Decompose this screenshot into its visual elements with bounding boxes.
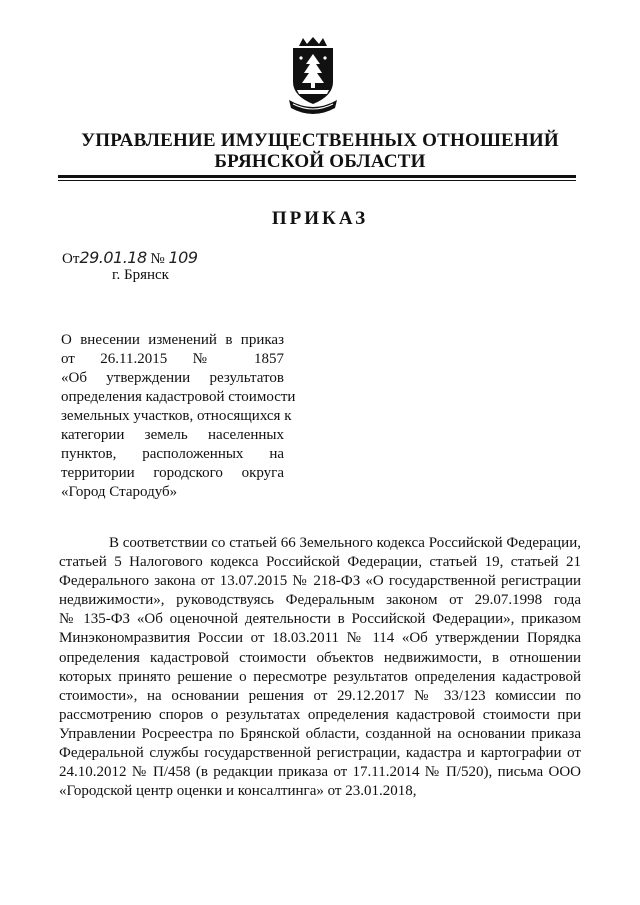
subject-line: О внесении изменений в приказ (61, 332, 284, 348)
subject-line: определения кадастровой стоимости (61, 389, 296, 405)
city-name: г. Брянск (112, 267, 169, 283)
body-line: 24.10.2012 № П/458 (в редакции приказа от 17.11.2014 № П/520), письма ООО (59, 764, 581, 781)
body-line: недвижимости», руководствуясь Федеральным законом от 29.07.1998 года (59, 592, 581, 609)
subject-line: категории земель населенных (61, 427, 284, 443)
date-prefix: От (62, 251, 80, 267)
order-body-paragraph (59, 534, 581, 801)
body-line: определения кадастровой стоимости объектов недвижимости, в отношении (59, 649, 581, 666)
coat-of-arms-icon (287, 36, 339, 118)
header-divider-thin (58, 180, 576, 181)
body-line: Минэкономразвития России от 18.03.2011 № 114 «Об утверждении Порядка (59, 630, 581, 647)
subject-line: территории городского округа (61, 465, 284, 481)
body-line: Федерального закона от 13.07.2015 № 218-ФЗ «О государственной регистрации (59, 573, 581, 590)
organization-name-line1: УПРАВЛЕНИЕ ИМУЩЕСТВЕННЫХ ОТНОШЕНИЙ (81, 130, 559, 151)
subject-line: «Город Стародуб» (61, 484, 178, 500)
document-type-title: ПРИКАЗ (271, 208, 369, 229)
order-date-number-line (62, 248, 198, 268)
number-sign: № (150, 251, 165, 267)
organization-name-line2: БРЯНСКОЙ ОБЛАСТИ (214, 151, 426, 172)
body-line: № 135-ФЗ «Об оценочной деятельности в Российской Федерации», приказом (59, 611, 581, 628)
body-line: «Городской центр оценки и консалтинга» от 23.01.2018, (59, 783, 417, 800)
header-divider-thick (58, 175, 576, 178)
handwritten-order-number: 109 (168, 248, 198, 267)
order-subject (61, 331, 296, 502)
body-line: статьей 5 Налогового кодекса Российской Федерации, статьей 19, статьей 21 (59, 554, 581, 571)
handwritten-date: 29.01.18 (79, 248, 147, 267)
body-line: которых принято решение о пересмотре результатов определения кадастровой (59, 668, 581, 685)
body-line: Федеральной службы государственной регистрации, кадастра и картографии от (59, 745, 581, 762)
body-line: Управлении Росреестра по Брянской области, созданной на основании приказа (59, 725, 581, 742)
body-line: рассмотрению споров о результатах определения кадастровой стоимости при (59, 706, 581, 723)
body-line: стоимости», на основании решения от 29.12.2017 № 33/123 комиссии по (59, 687, 581, 704)
subject-line: «Об утверждении результатов (61, 370, 284, 386)
subject-line: пунктов, расположенных на (61, 446, 284, 462)
subject-line: земельных участков, относящихся к (61, 408, 292, 424)
subject-line: от 26.11.2015 № 1857 (61, 351, 284, 367)
body-line: В соответствии со статьей 66 Земельного кодекса Российской Федерации, (109, 535, 581, 551)
